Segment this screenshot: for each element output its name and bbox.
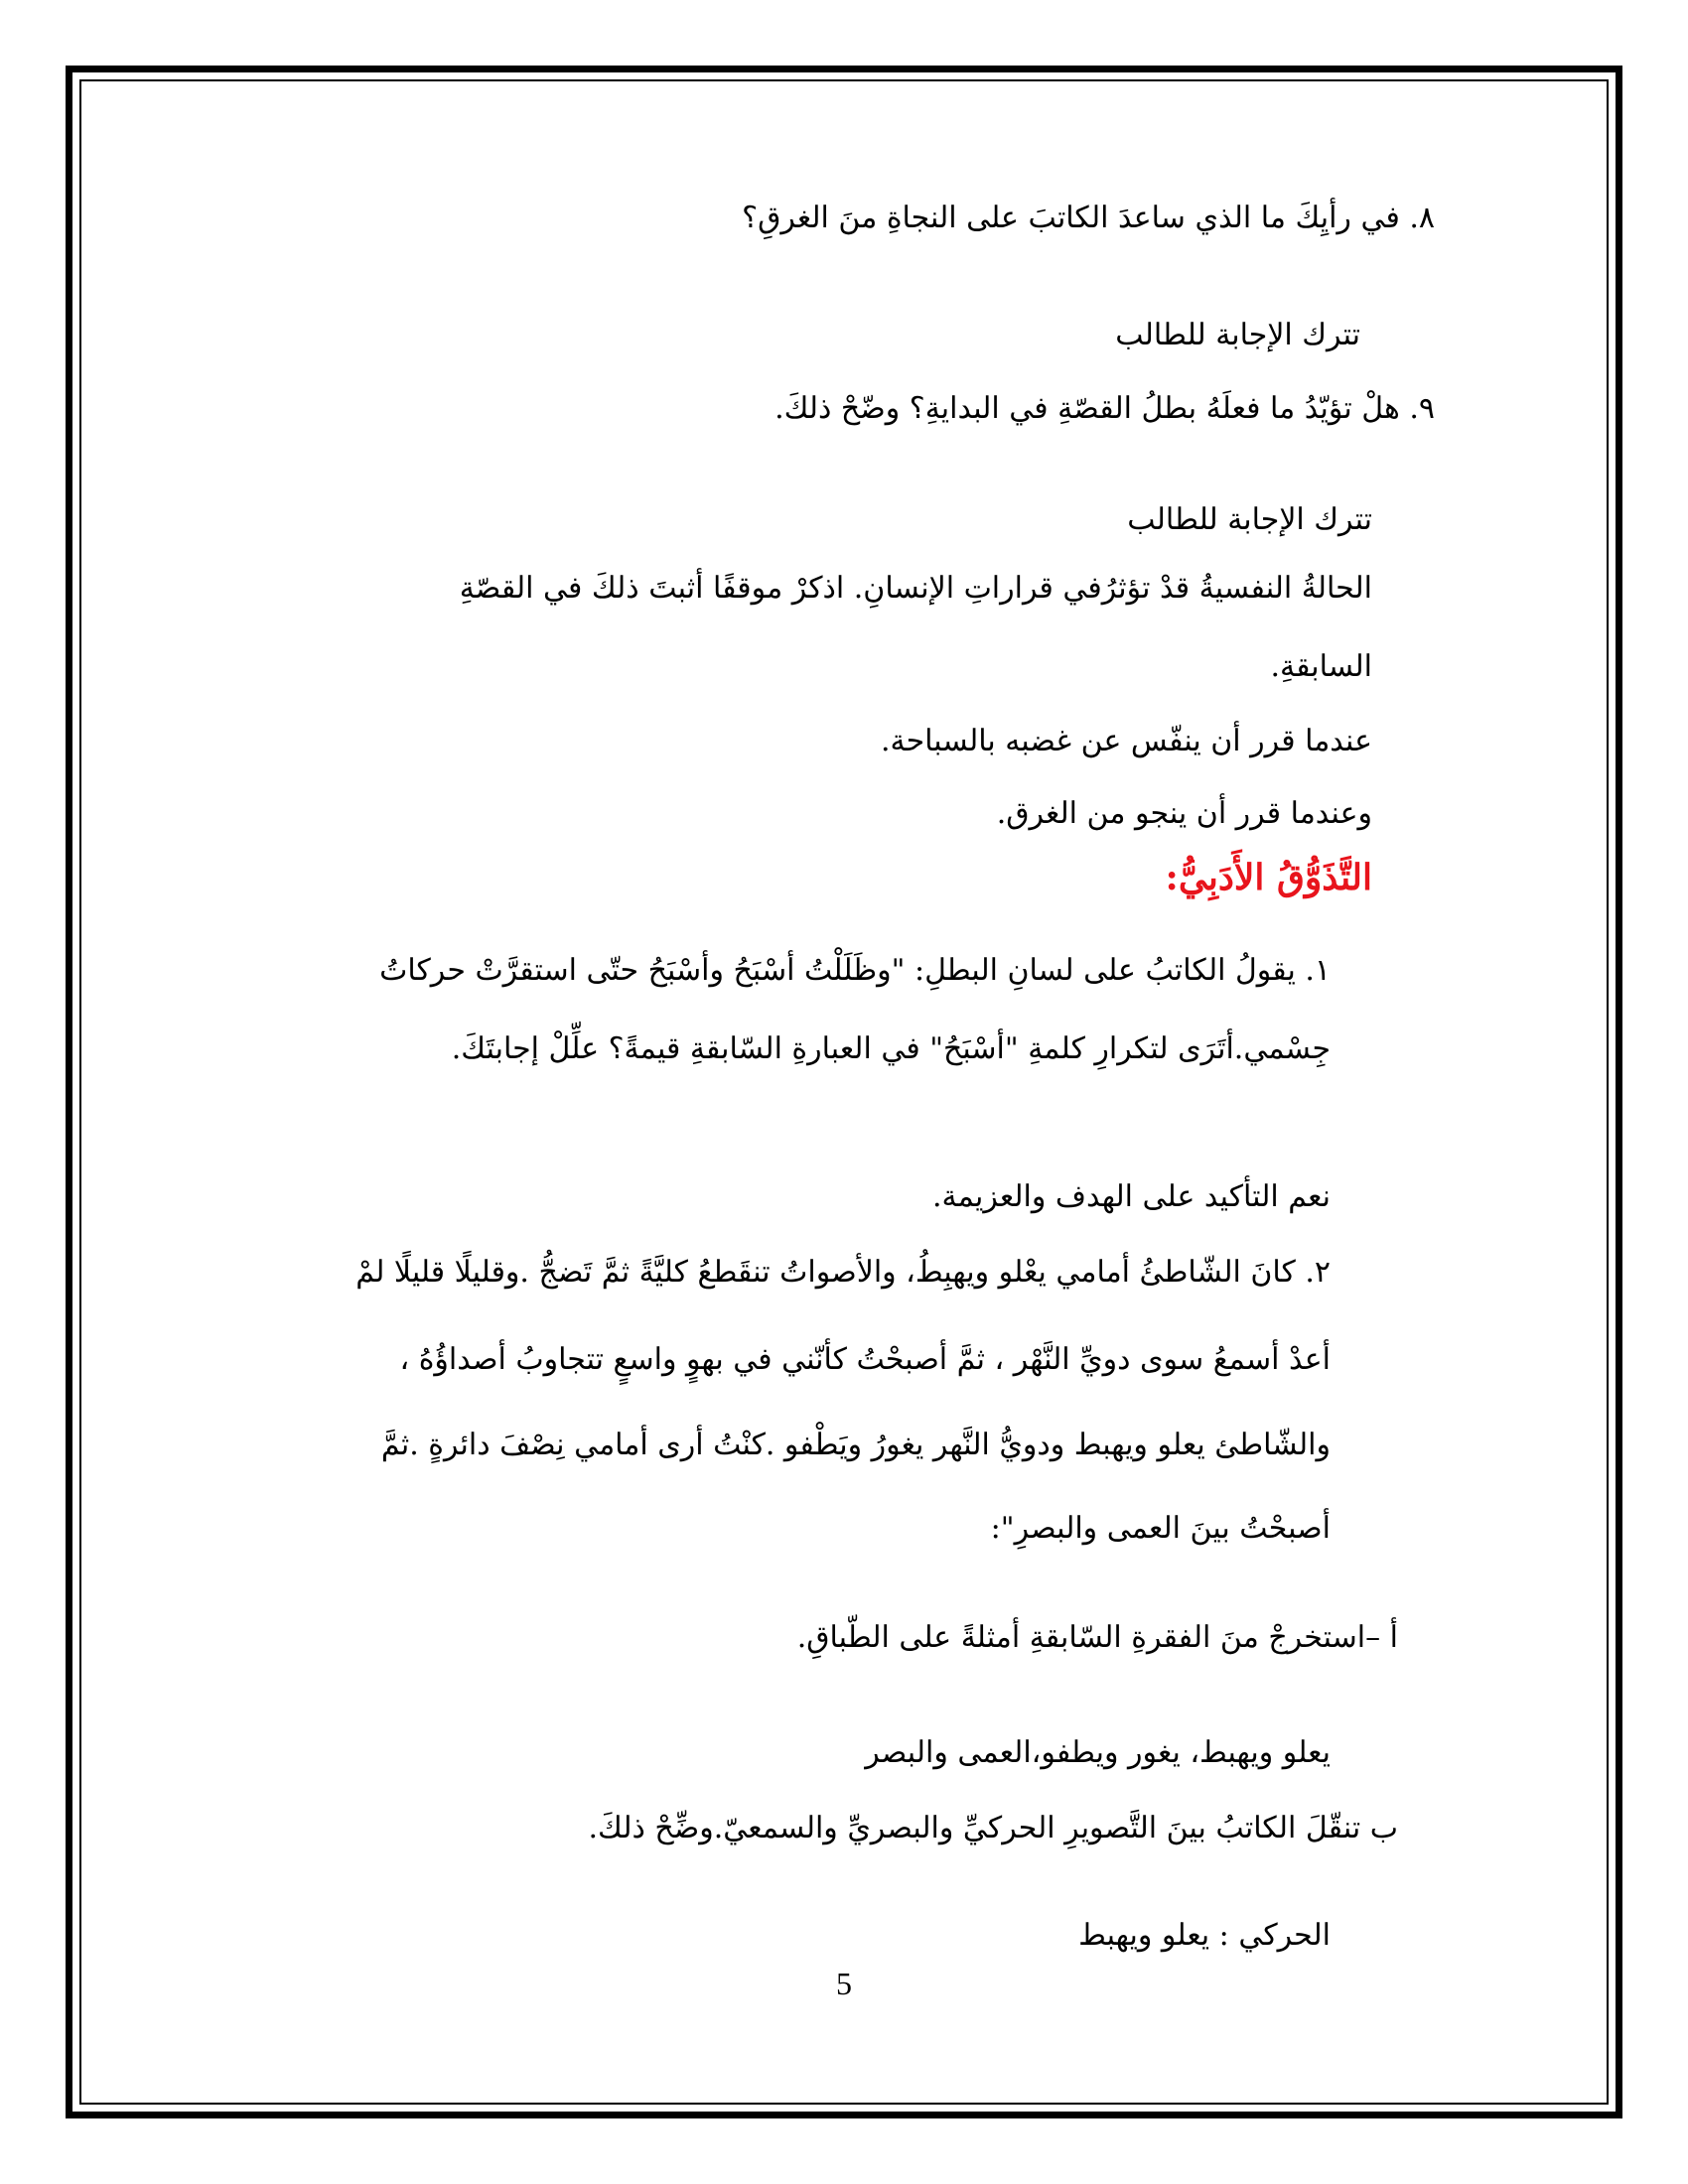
page-number: 5 — [836, 1966, 852, 2001]
answer-9: تترك الإجابة للطالب — [1127, 502, 1372, 537]
question-9: ٩. هلْ تؤيّدُ ما فعلَهُ بطلُ القصّةِ في البدايةِ؟ وضّحْ ذلكَ. — [774, 391, 1435, 426]
answer-8: تترك الإجابة للطالب — [1115, 318, 1360, 352]
tasting-q2-line-2: أعدْ أسمعُ سوى دويِّ النَّهْر ، ثمَّ أصبحْتُ كأنّني في بهوٍ واسعٍ تتجاوبُ أصداؤُهُ ، — [399, 1342, 1331, 1377]
question-10-line-1: الحالةُ النفسيةُ قدْ تؤثرُفي قراراتِ الإنسانِ. اذكرْ موقفًا أثبتَ ذلكَ في القصّةِ — [459, 571, 1372, 606]
answer-10-line-2: وعندما قرر أن ينجو من الغرق. — [996, 796, 1372, 831]
sub-answer-a: يعلو ويهبط، يغور ويطفو،العمى والبصر — [865, 1735, 1331, 1770]
tasting-a1: نعم التأكيد على الهدف والعزيمة. — [932, 1179, 1331, 1214]
tasting-q1-line-2: جِسْمي.أتَرَى لتكرارِ كلمةِ "أسْبَحُ" في العبارةِ السّابقةِ قيمةً؟ علِّلْ إجابتَكَ. — [451, 1031, 1331, 1066]
question-10-line-2: السابقةِ. — [1270, 649, 1372, 684]
tasting-q2-line-1: ٢. كانَ الشّاطئُ أمامي يعْلو ويهبِطُ، والأصواتُ تنقَطعُ كليَّةً ثمَّ تَضجُّ .وقليلًا قليلًا لمْ — [355, 1255, 1331, 1290]
sub-answer-b: الحركي : يعلو ويهبط — [1078, 1918, 1331, 1953]
answer-10-line-1: عندما قرر أن ينفّس عن غضبه بالسباحة. — [880, 724, 1372, 758]
page-border-inner — [79, 79, 1609, 2105]
sub-question-a: أ –استخرجْ منَ الفقرةِ السّابقةِ أمثلةً على الطّباقِ. — [796, 1620, 1398, 1655]
tasting-q1-line-1: ١. يقولُ الكاتبُ على لسانِ البطلِ: "وظَلَلْتُ أسْبَحُ وأسْبَحُ حتّى استقرَّتْ حركاتُ — [379, 953, 1331, 988]
sub-question-b: ب تنقّلَ الكاتبُ بينَ التَّصويرِ الحركيِّ والبصريِّ والسمعيّ.وضِّحْ ذلكَ. — [588, 1811, 1398, 1845]
tasting-q2-line-3: والشّاطئ يعلو ويهبط ودويُّ النَّهر يغورُ ويَطْفو .كنْتُ أرى أمامي نِصْفَ دائرةٍ .ثمَّ — [380, 1428, 1331, 1462]
question-8: ٨. في رأيِكَ ما الذي ساعدَ الكاتبَ على النجاةِ منَ الغرقِ؟ — [742, 201, 1435, 235]
tasting-q2-line-4: أصبحْتُ بينَ العمى والبصرِ": — [990, 1511, 1331, 1546]
section-heading: التَّذَوُّقُ الأَدَبِيُّ: — [1165, 857, 1372, 898]
